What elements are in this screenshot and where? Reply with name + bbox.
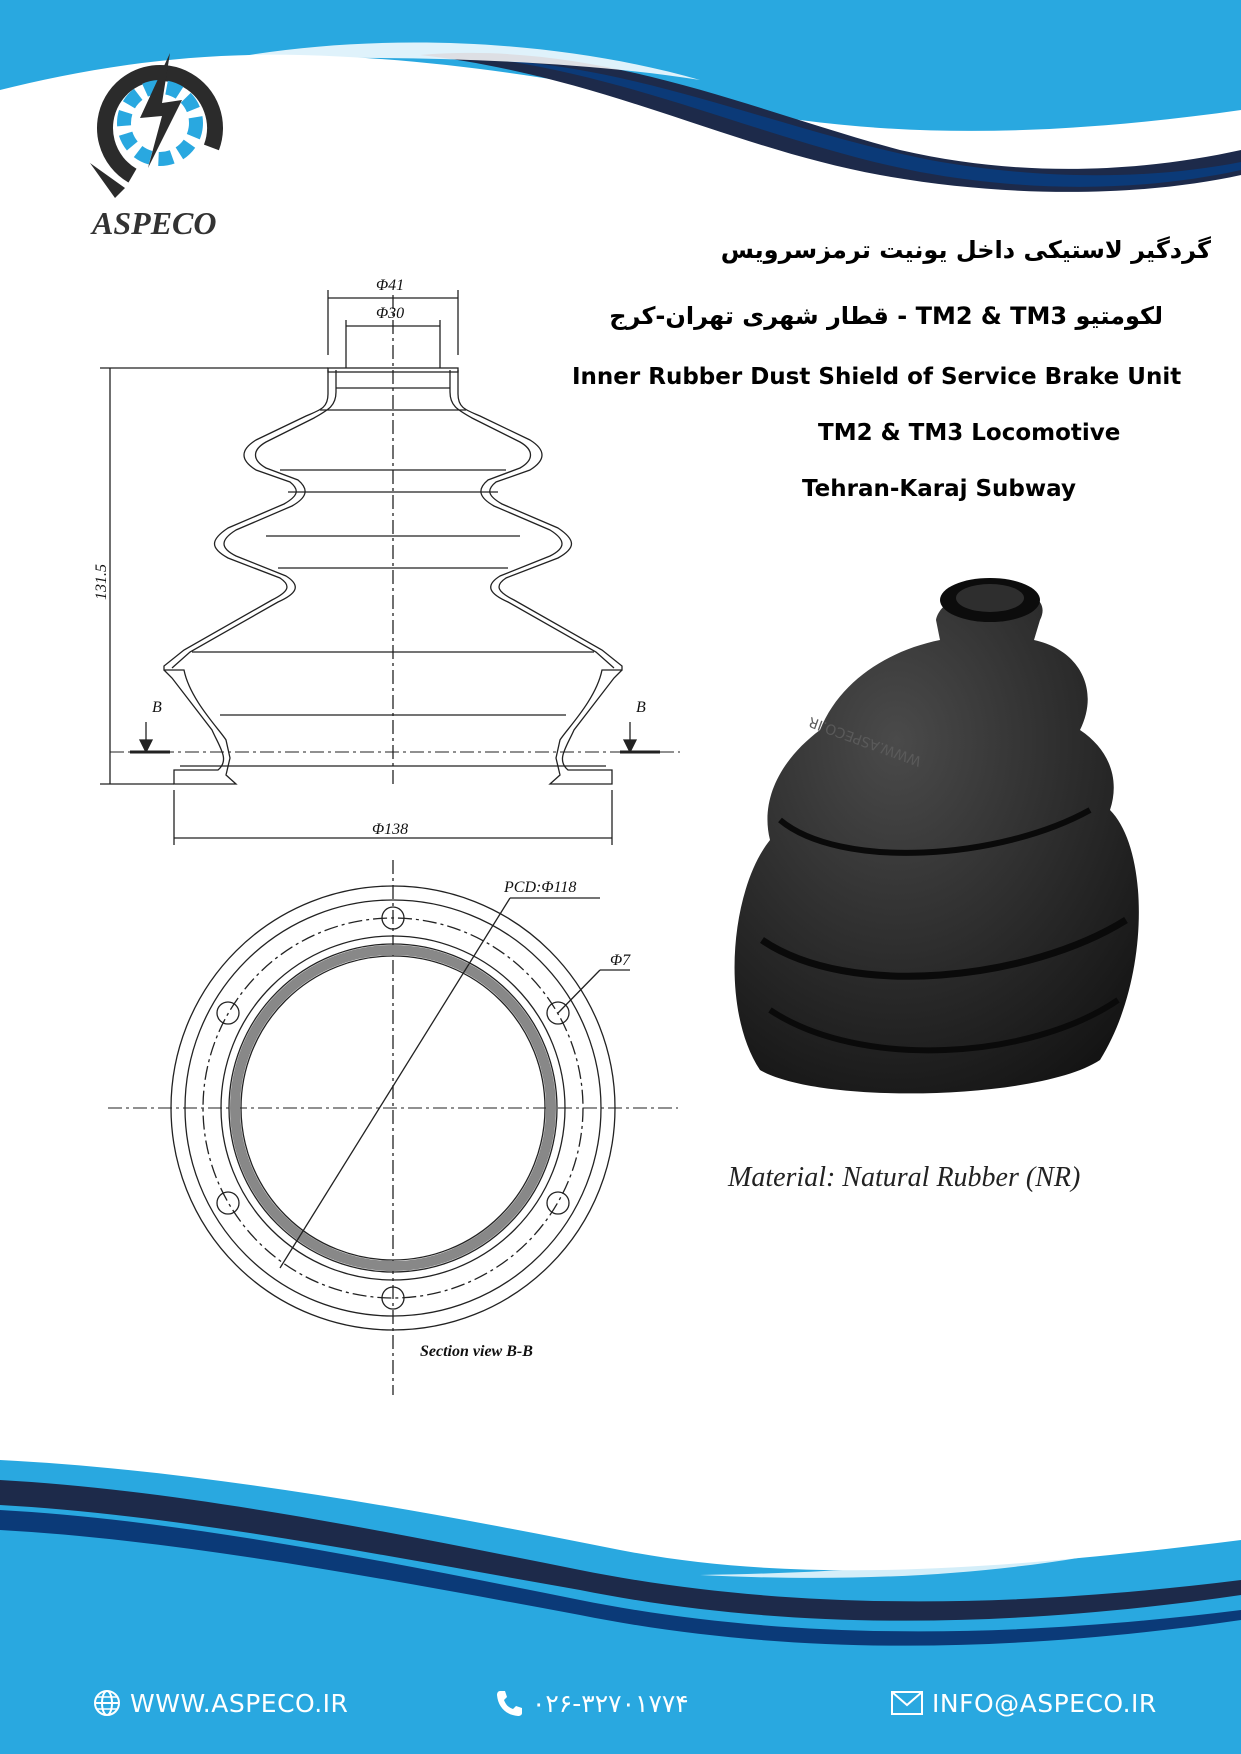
mail-icon bbox=[890, 1690, 924, 1716]
footer-phone[interactable] bbox=[494, 1683, 689, 1723]
dim-top-outer: Φ41 bbox=[376, 277, 405, 294]
company-logo bbox=[70, 48, 250, 208]
pcd-label: PCD:Φ118 bbox=[504, 879, 577, 896]
footer-email[interactable] bbox=[890, 1683, 1157, 1723]
logo-text: ASPECO bbox=[92, 205, 217, 241]
material-label: Material: Natural Rubber (NR) bbox=[728, 1162, 1081, 1193]
section-caption: Section view B-B bbox=[420, 1343, 533, 1360]
title-persian-line-2: لکومتیو TM2 & TM3 - قطار شهری تهران-کرج bbox=[609, 302, 1163, 330]
embossed-text: WWW.ASPECO.IR bbox=[806, 713, 924, 769]
footer-phone-text: ۰۲۶-۳۲۷۰۱۷۷۴ bbox=[532, 1688, 689, 1718]
title-persian-line-1: گردگیر لاستیکی داخل یونیت ترمزسرویس bbox=[720, 236, 1211, 264]
section-mark-left: B bbox=[152, 699, 162, 716]
dim-top-inner: Φ30 bbox=[376, 305, 405, 322]
section-mark-right: B bbox=[636, 699, 646, 716]
product-photo bbox=[700, 560, 1160, 1100]
globe-icon bbox=[92, 1688, 122, 1718]
title-english-line-1: Inner Rubber Dust Shield of Service Brake Unit bbox=[572, 364, 1182, 390]
title-english-line-2: TM2 & TM3 Locomotive bbox=[818, 420, 1121, 446]
dim-height: 131.5 bbox=[93, 564, 110, 600]
hole-label: Φ7 bbox=[610, 952, 631, 969]
dim-base: Φ138 bbox=[372, 821, 409, 838]
footer-website-text: WWW.ASPECO.IR bbox=[130, 1688, 349, 1718]
title-english-line-3: Tehran-Karaj Subway bbox=[802, 476, 1076, 502]
footer-website[interactable] bbox=[92, 1683, 348, 1723]
footer-email-text: INFO@ASPECO.IR bbox=[932, 1688, 1157, 1718]
technical-drawing bbox=[80, 260, 700, 1400]
phone-icon bbox=[494, 1688, 524, 1718]
